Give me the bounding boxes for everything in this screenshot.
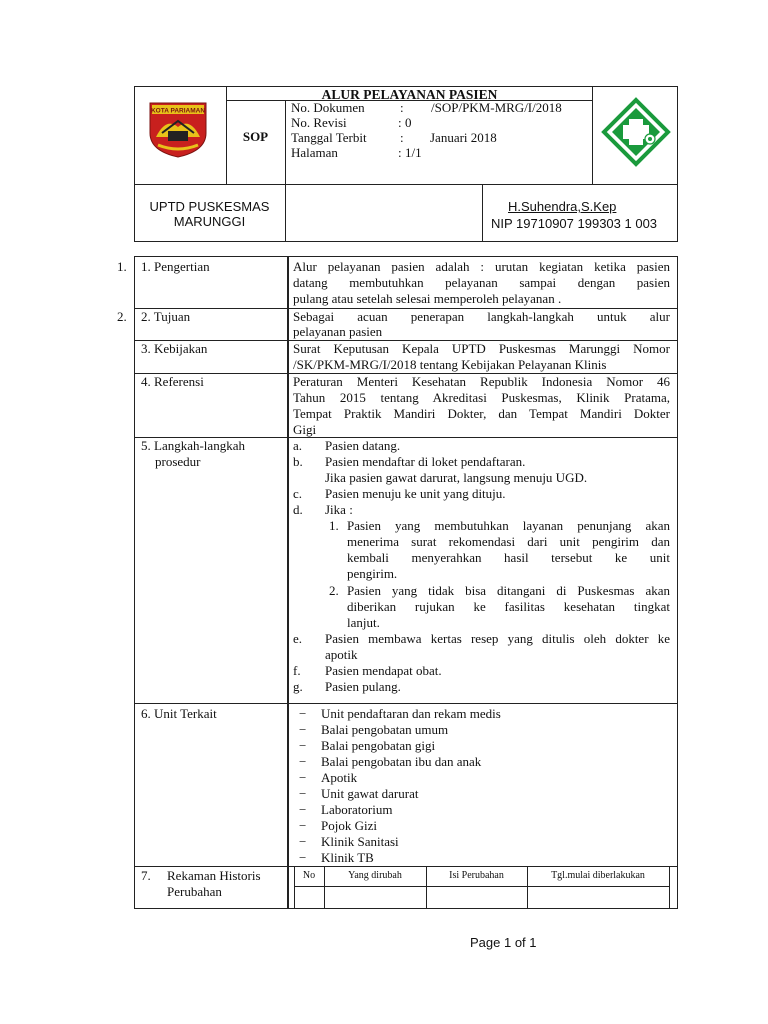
unit-item: Pojok Gizi	[321, 818, 377, 833]
step-text: Pasien datang.	[325, 438, 401, 453]
unit-item: Unit pendaftaran dan rekam medis	[321, 706, 501, 721]
field-label: No. Revisi	[291, 115, 347, 130]
substep-line: Pasien yang membutuhkan layanan penunjang akan	[347, 518, 670, 533]
unit-item: Klinik Sanitasi	[321, 834, 399, 849]
unit-item: Balai pengobatan umum	[321, 722, 449, 737]
field-sep: :	[400, 100, 404, 115]
field-value: 0	[405, 115, 412, 130]
unit-item: Balai pengobatan ibu dan anak	[321, 754, 482, 769]
substep-marker: 1.	[329, 518, 339, 533]
section-title-referensi: 4. Referensi	[141, 374, 204, 389]
org-name-line2: MARUNGGI	[173, 214, 246, 229]
list-dash: −	[299, 786, 307, 801]
text-line: Surat Keputusan Kepala UPTD Puskesmas Marunggi Nomor	[293, 341, 670, 356]
section-title-langkah-line2: prosedur	[155, 454, 201, 469]
field-value: 1/1	[405, 145, 422, 160]
substep-line: diberikan rujukan ke fasilitas kesehatan tingkat	[347, 599, 670, 614]
section-title-rekaman-line2: Perubahan	[167, 884, 222, 899]
field-value: Januari 2018	[430, 130, 497, 145]
list-dash: −	[299, 722, 307, 737]
unit-item: Apotik	[321, 770, 358, 785]
step-marker: f.	[293, 663, 301, 678]
unit-item: Laboratorium	[321, 802, 393, 817]
page-number: Page 1 of 1	[470, 935, 537, 950]
signer-nip: NIP 19710907 199303 1 003	[491, 216, 658, 231]
signer-name: H.Suhendra,S.Kep	[508, 199, 617, 214]
section-title-langkah: 5. Langkah-langkah	[141, 438, 245, 453]
field-value: /SOP/PKM-MRG/I/2018	[431, 100, 562, 115]
list-dash: −	[299, 818, 307, 833]
step-marker: c.	[293, 486, 303, 501]
step-text: Pasien membawa kertas resep yang ditulis oleh dokter ke	[325, 631, 670, 646]
unit-item: Unit gawat darurat	[321, 786, 419, 801]
text-line: Gigi	[293, 422, 317, 437]
substep-line: menerima surat rekomendasi dari unit pengirim dan	[347, 534, 670, 549]
unit-item: Balai pengobatan gigi	[321, 738, 436, 753]
text-line: /SK/PKM-MRG/I/2018 tentang Kebijakan Pelayanan Klinis	[293, 357, 607, 372]
step-marker: g.	[293, 679, 303, 694]
puskesmas-logo	[600, 97, 672, 167]
field-label: No. Dokumen	[291, 100, 365, 115]
step-text: Pasien mendaftar di loket pendaftaran.	[325, 454, 526, 469]
substep-line: pengirim.	[347, 566, 398, 581]
column-header-content: Isi Perubahan	[449, 870, 504, 881]
text-line: Tahun 2015 tentang Akreditasi Puskesmas, Klinik Pratama,	[293, 390, 670, 405]
substep-line: kembali menyerahkan hasil tersebut ke unit	[347, 550, 670, 565]
step-text: Jika pasien gawat darurat, langsung menuju UGD.	[325, 470, 588, 485]
section-title-pengertian: 1. Pengertian	[141, 259, 210, 274]
field-sep: :	[398, 145, 402, 160]
city-logo-text: KOTA PARIAMAN	[150, 107, 206, 115]
text-line: Tempat Praktik Mandiri Dokter, dan Tempat Mandiri Dokter	[293, 406, 670, 421]
city-logo	[146, 99, 210, 159]
doc-title: ALUR PELAYANAN PASIEN	[321, 87, 498, 102]
list-dash: −	[299, 850, 307, 865]
text-line: datang membutuhkan pelayanan sampai dengan pasien	[293, 275, 670, 290]
field-label: Halaman	[291, 145, 338, 160]
list-dash: −	[299, 754, 307, 769]
section-title-rekaman: Rekaman Historis	[167, 868, 261, 883]
section-number-7: 7.	[141, 868, 151, 883]
step-marker: a.	[293, 438, 303, 453]
section-title-tujuan: 2. Tujuan	[141, 309, 191, 324]
step-text: Pasien pulang.	[325, 679, 401, 694]
list-dash: −	[299, 706, 307, 721]
column-header-changed: Yang dirubah	[348, 870, 402, 881]
org-name-line1: UPTD PUSKESMAS	[149, 199, 270, 214]
step-marker: e.	[293, 631, 303, 646]
outer-number-2: 2.	[117, 309, 127, 324]
section-title-kebijakan: 3. Kebijakan	[141, 341, 208, 356]
substep-line: lanjut.	[347, 615, 380, 630]
step-text: Pasien mendapat obat.	[325, 663, 442, 678]
list-dash: −	[299, 770, 307, 785]
text-line: Peraturan Menteri Kesehatan Republik Indonesia Nomor 46	[293, 374, 670, 389]
step-marker: d.	[293, 502, 303, 517]
text-line: pelayanan pasien	[293, 324, 383, 339]
field-label: Tanggal Terbit	[291, 130, 367, 145]
text-line: Sebagai acuan penerapan langkah-langkah untuk alur	[293, 309, 670, 324]
step-text: apotik	[325, 647, 358, 662]
step-marker: b.	[293, 454, 303, 469]
text-line: Alur pelayanan pasien adalah : urutan kegiatan ketika pasien	[293, 259, 670, 274]
column-header-date: Tgl.mulai diberlakukan	[551, 870, 645, 881]
step-text: Pasien menuju ke unit yang dituju.	[325, 486, 506, 501]
sop-label: SOP	[242, 129, 269, 144]
list-dash: −	[299, 738, 307, 753]
list-dash: −	[299, 802, 307, 817]
step-text: Jika :	[325, 502, 353, 517]
list-dash: −	[299, 834, 307, 849]
text-line: pulang atau setelah selesai memperoleh pelayanan .	[293, 291, 562, 306]
column-header-no: No	[302, 870, 316, 881]
section-title-unit-terkait: 6. Unit Terkait	[141, 706, 217, 721]
unit-item: Klinik TB	[321, 850, 374, 865]
field-sep: :	[400, 130, 404, 145]
substep-line: Pasien yang tidak bisa ditangani di Puskesmas akan	[347, 583, 670, 598]
field-sep: :	[398, 115, 402, 130]
substep-marker: 2.	[329, 583, 339, 598]
outer-number-1: 1.	[117, 259, 127, 274]
